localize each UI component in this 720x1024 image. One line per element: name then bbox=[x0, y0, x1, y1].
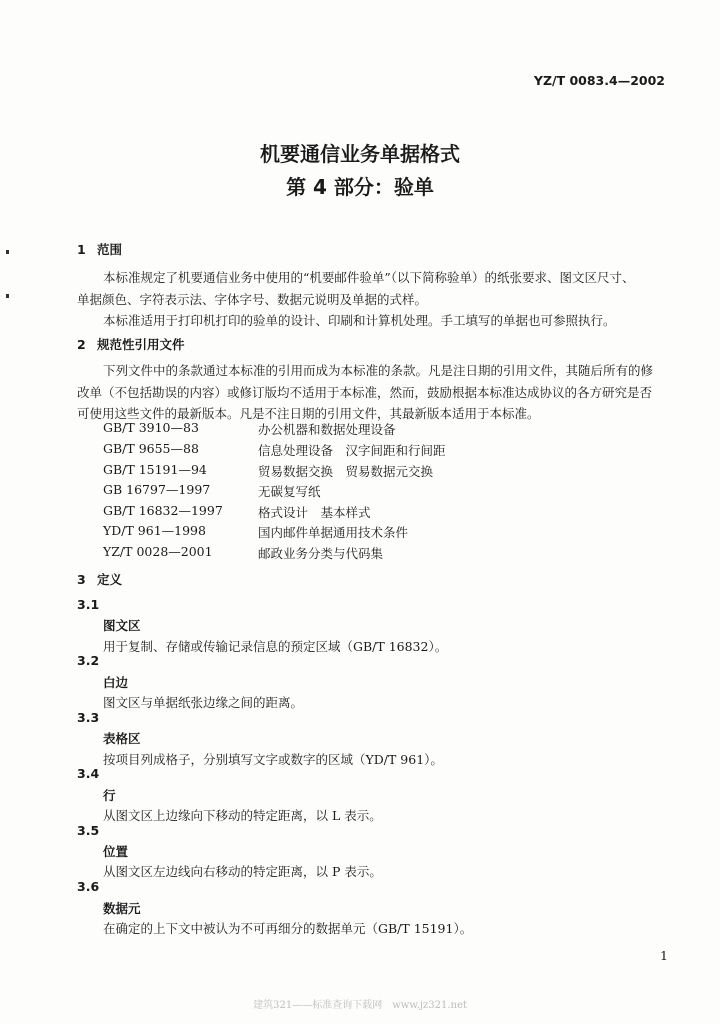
definition-text: 图文区与单据纸张边缘之间的距离。 bbox=[103, 695, 304, 710]
reference-code: GB 16797—1997 bbox=[103, 482, 211, 497]
section-3-heading bbox=[77, 570, 122, 588]
definition-number: 3.5 bbox=[77, 823, 100, 838]
reference-title: 邮政业务分类与代码集 bbox=[258, 546, 384, 561]
definition-term: 数据元 bbox=[103, 901, 141, 916]
section-title: 定义 bbox=[97, 572, 123, 587]
reference-title: 格式设计 基本样式 bbox=[258, 505, 371, 520]
definition-number: 3.3 bbox=[77, 710, 100, 725]
reference-code: YD/T 961—1998 bbox=[103, 523, 206, 538]
definition-text: 按项目列成格子，分别填写文字或数字的区域（YD/T 961）。 bbox=[103, 752, 443, 767]
section-title: 范围 bbox=[97, 242, 123, 257]
standard-code: YZ/T 0083.4—2002 bbox=[533, 73, 665, 88]
reference-code: YZ/T 0028—2001 bbox=[103, 544, 213, 559]
section-1-heading bbox=[77, 240, 122, 258]
footer-watermark: 建筑321——标准查询下载网 www.jz321.net bbox=[253, 1000, 467, 1011]
reference-title: 无碳复写纸 bbox=[258, 484, 321, 499]
reference-title: 办公机器和数据处理设备 bbox=[258, 422, 396, 437]
page-number: 1 bbox=[660, 948, 668, 963]
section-title: 规范性引用文件 bbox=[97, 337, 185, 352]
definition-text: 从图文区上边缘向下移动的特定距离，以 L 表示。 bbox=[103, 808, 382, 823]
section-number: 2 bbox=[77, 337, 86, 352]
definition-term: 白边 bbox=[103, 675, 129, 690]
reference-code: GB/T 3910—83 bbox=[103, 420, 199, 435]
section-number: 1 bbox=[77, 242, 86, 257]
definition-number: 3.1 bbox=[77, 597, 100, 612]
paragraph-line: 单据颜色、字符表示法、字体字号、数据元说明及单据的式样。 bbox=[77, 292, 428, 307]
paragraph-line: 下列文件中的条款通过本标准的引用而成为本标准的条款。凡是注日期的引用文件，其随后所有的修 bbox=[103, 363, 654, 378]
reference-title: 贸易数据交换 贸易数据元交换 bbox=[258, 464, 434, 479]
definition-number: 3.4 bbox=[77, 766, 100, 781]
paragraph-line: 改单（不包括勘误的内容）或修订版均不适用于本标准，然而，鼓励根据本标准达成协议的各方研究是否 bbox=[77, 385, 653, 400]
section-number: 3 bbox=[77, 572, 86, 587]
definition-text: 在确定的上下文中被认为不可再细分的数据单元（GB/T 15191）。 bbox=[103, 921, 473, 936]
document-title: 机要通信业务单据格式 bbox=[260, 142, 460, 166]
definition-term: 位置 bbox=[103, 844, 129, 859]
section-2-heading bbox=[77, 335, 185, 353]
reference-title: 国内邮件单据通用技术条件 bbox=[258, 525, 409, 540]
reference-code: GB/T 16832—1997 bbox=[103, 503, 223, 518]
definition-text: 从图文区左边线向右移动的特定距离，以 P 表示。 bbox=[103, 864, 382, 879]
paragraph-line: 本标准适用于打印机打印的验单的设计、印刷和计算机处理。手工填写的单据也可参照执行。 bbox=[103, 313, 616, 328]
scan-mark bbox=[6, 250, 9, 254]
paragraph-line: 可使用这些文件的最新版本。凡是不注日期的引用文件，其最新版本适用于本标准。 bbox=[77, 406, 540, 421]
definition-term: 表格区 bbox=[103, 731, 141, 746]
definition-term: 图文区 bbox=[103, 618, 141, 633]
scan-mark bbox=[6, 294, 9, 298]
definition-text: 用于复制、存储或传输记录信息的预定区域（GB/T 16832）。 bbox=[103, 639, 448, 654]
reference-code: GB/T 15191—94 bbox=[103, 462, 207, 477]
definition-number: 3.2 bbox=[77, 653, 100, 668]
paragraph-line: 本标准规定了机要通信业务中使用的“机要邮件验单”（以下简称验单）的纸张要求、图文区尺寸、 bbox=[103, 270, 635, 285]
reference-title: 信息处理设备 汉字间距和行间距 bbox=[258, 443, 446, 458]
definition-number: 3.6 bbox=[77, 879, 100, 894]
document-subtitle: 第 4 部分：验单 bbox=[286, 175, 434, 199]
reference-code: GB/T 9655—88 bbox=[103, 441, 199, 456]
definition-term: 行 bbox=[103, 788, 116, 803]
